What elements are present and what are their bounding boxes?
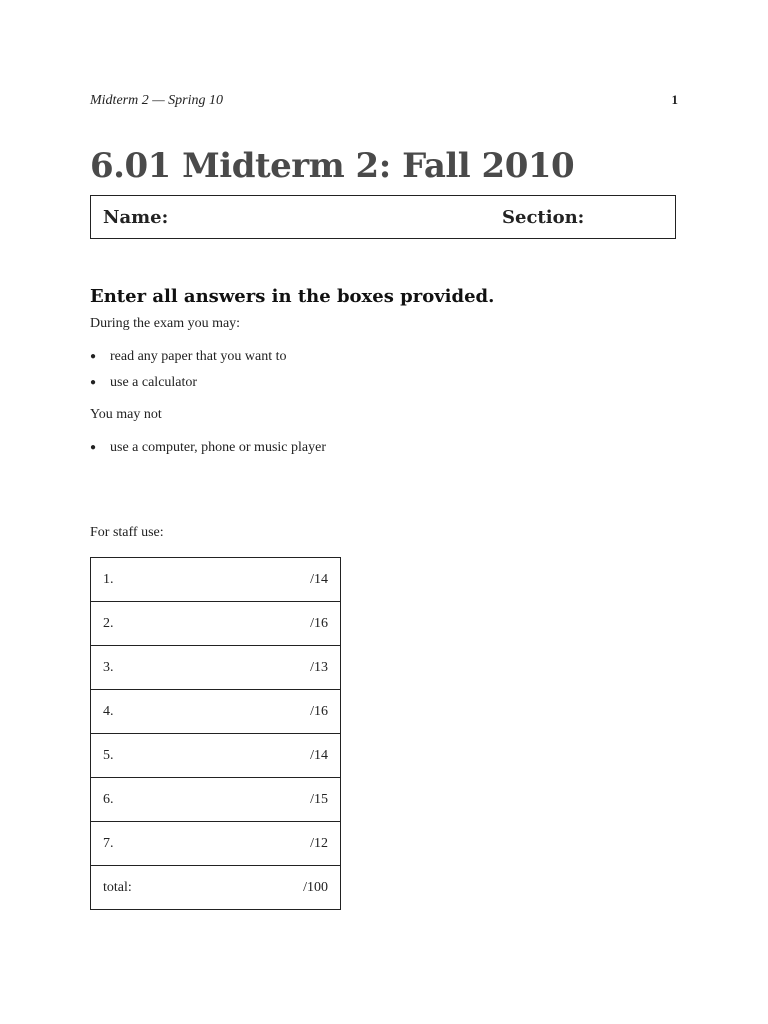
total-max-points: /100 [220, 866, 340, 910]
table-row [91, 734, 341, 778]
staff-use-label: For staff use: [90, 525, 164, 540]
instructions-heading: Enter all answers in the boxes provided. [90, 286, 495, 307]
max-points: /15 [220, 778, 340, 822]
may-not-list [90, 435, 326, 461]
list-item [90, 435, 326, 461]
page-title: 6.01 Midterm 2: Fall 2010 [90, 146, 575, 186]
problem-number: 3. [91, 646, 221, 690]
max-points: /16 [220, 602, 340, 646]
max-points: /14 [220, 558, 340, 602]
table-row [91, 778, 341, 822]
max-points: /12 [220, 822, 340, 866]
running-header [90, 92, 678, 109]
problem-number: 1. [91, 558, 221, 602]
page-number: 1 [671, 92, 678, 107]
max-points: /13 [220, 646, 340, 690]
problem-number: 2. [91, 602, 221, 646]
bullet-icon: ● [90, 442, 97, 453]
list-item-text: read any paper that you want to [110, 349, 287, 364]
may-list [90, 344, 287, 396]
max-points: /16 [220, 690, 340, 734]
table-row [91, 690, 341, 734]
list-item [90, 370, 287, 396]
table-row [91, 558, 341, 602]
problem-number: 4. [91, 690, 221, 734]
max-points: /14 [220, 734, 340, 778]
name-label: Name: [103, 206, 169, 228]
staff-score-table [90, 557, 341, 910]
list-item [90, 344, 287, 370]
table-row [91, 822, 341, 866]
may-not-intro: You may not [90, 407, 162, 422]
table-row [91, 646, 341, 690]
name-section-box [90, 195, 676, 239]
problem-number: 7. [91, 822, 221, 866]
may-intro: During the exam you may: [90, 316, 241, 331]
problem-number: 5. [91, 734, 221, 778]
section-label: Section: [502, 206, 585, 228]
list-item-text: use a computer, phone or music player [110, 440, 326, 455]
running-header-title: Midterm 2 — Spring 10 [90, 93, 223, 108]
total-label: total: [91, 866, 221, 910]
bullet-icon: ● [90, 377, 97, 388]
table-row [91, 602, 341, 646]
list-item-text: use a calculator [110, 375, 198, 390]
problem-number: 6. [91, 778, 221, 822]
bullet-icon: ● [90, 351, 97, 362]
table-row-total [91, 866, 341, 910]
